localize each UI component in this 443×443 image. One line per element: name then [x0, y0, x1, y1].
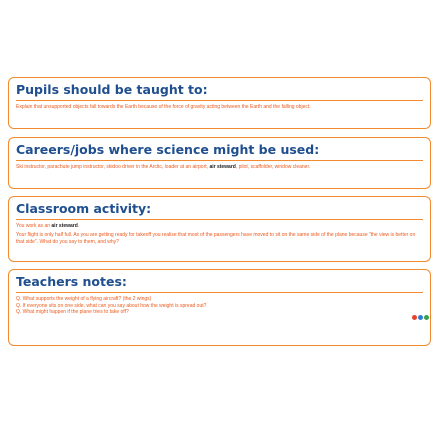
activity-role: [16, 223, 423, 230]
question-item: Q. If everyone sits on one side, what can you say about how the weight is spread out?: [16, 302, 207, 309]
logo-dot-green: [424, 315, 429, 320]
careers-text-before: Ski instructor, parachute jump instructor, skidoo driver in the Arctic, loader at an airport,: [16, 164, 210, 170]
panel-title: Classroom activity:: [16, 201, 152, 216]
activity-text: Your flight is only half full. As you are getting ready for takeoff you realise that most of the passengers have moved to sit on the same side of the plane because "the view is better on that side". What do you say to them, and why?: [16, 232, 416, 245]
panel-pupils-taught: [8, 77, 431, 129]
logo-dot-red: [412, 315, 417, 320]
panel-teachers-notes: [8, 269, 431, 346]
panel-title: Careers/jobs where science might be used:: [16, 142, 320, 157]
role-prefix: You work as an: [16, 223, 52, 229]
logo-dot-blue: [418, 315, 423, 320]
question-item: Q. What might happen if the plane tries to take off?: [16, 309, 129, 315]
role-highlight: air steward: [51, 223, 78, 229]
three-dot-logo-icon: [412, 315, 429, 320]
panel-text: Explain that unsupported objects fall towards the Earth because of the force of gravity acting between the Earth and the falling object.: [16, 104, 311, 110]
careers-text-after: , pilot, scaffolder, window cleaner.: [235, 164, 311, 170]
title-underline: [16, 219, 423, 220]
question-item: Q. What supports the weight of a flying aircraft? (the 2 wings): [16, 296, 152, 302]
panel-classroom-activity: [8, 196, 431, 262]
title-underline: [16, 100, 423, 101]
careers-highlight: air steward: [209, 164, 236, 170]
title-underline: [16, 292, 423, 293]
role-suffix: .: [77, 223, 80, 229]
panel-title: Pupils should be taught to:: [16, 82, 208, 97]
title-underline: [16, 160, 423, 161]
panel-careers: [8, 137, 431, 189]
panel-title: Teachers notes:: [16, 274, 127, 289]
panel-text: [16, 164, 423, 171]
